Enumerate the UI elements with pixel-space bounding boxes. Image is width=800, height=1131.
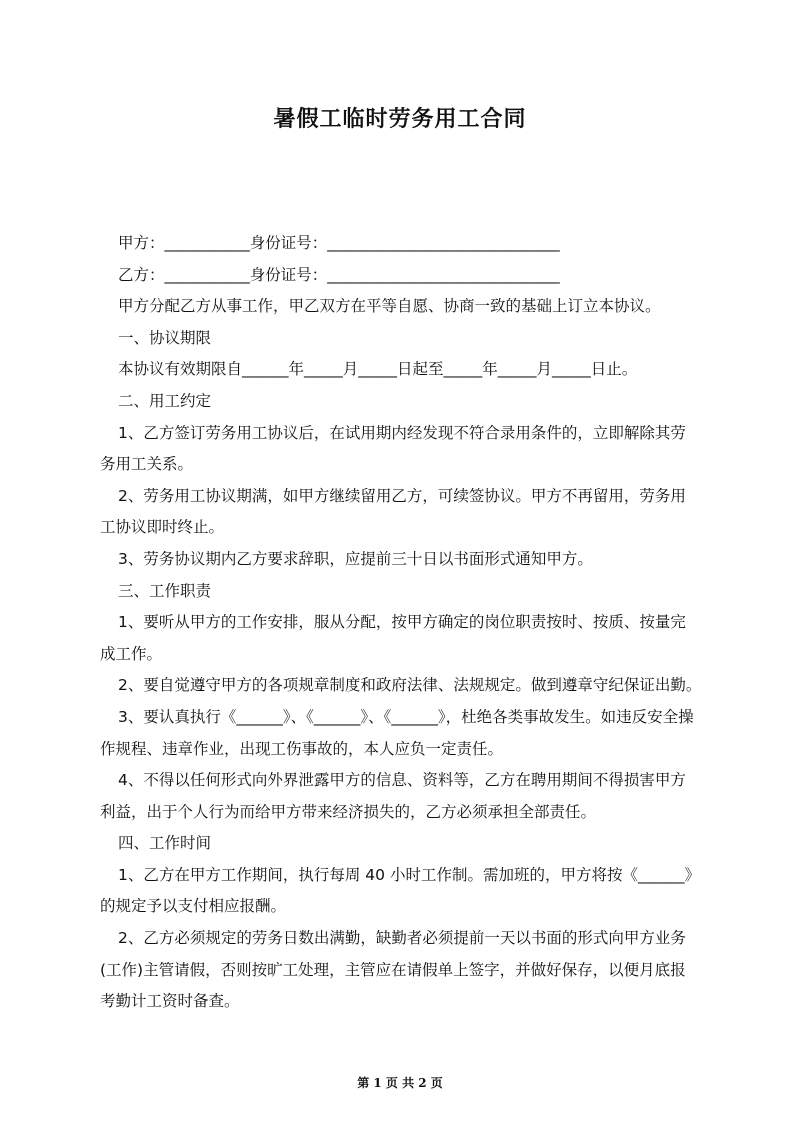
text-line: 的规定予以支付相应报酬。: [100, 897, 287, 916]
text-line: 甲方分配乙方从事工作，甲乙双方在平等自愿、协商一致的基础上订立本协议。: [118, 297, 661, 316]
text-line: 2、要自觉遵守甲方的各项规章制度和政府法律、法规规定。做到遵章守纪保证出勤。: [118, 676, 702, 695]
text-line: 1、要听从甲方的工作安排，服从分配，按甲方确定的岗位职责按时、按质、按量完: [118, 613, 686, 632]
text-line: 本协议有效期限自______年_____月_____日起至_____年_____月_____日止。: [118, 360, 638, 379]
text-line: 2、劳务用工协议期满，如甲方继续留用乙方，可续签协议。甲方不再留用，劳务用: [118, 486, 686, 505]
text-line: 1、乙方签订劳务用工协议后，在试用期内经发现不符合录用条件的，立即解除其劳: [118, 423, 686, 442]
text-line: 3、劳务协议期内乙方要求辞职，应提前三十日以书面形式通知甲方。: [118, 549, 593, 568]
text-line: 考勤计工资时备查。: [100, 992, 240, 1011]
text-line: 4、不得以任何形式向外界泄露甲方的信息、资料等，乙方在聘用期间不得损害甲方: [118, 771, 686, 790]
text-line: 务用工关系。: [100, 455, 194, 474]
text-line: 甲方：___________身份证号：______________________________: [118, 234, 560, 252]
text-line: 乙方：___________身份证号：______________________________: [118, 265, 560, 284]
text-line: 利益，出于个人行为而给甲方带来经济损失的，乙方必须承担全部责任。: [100, 802, 597, 821]
text-line: 三、工作职责: [118, 581, 212, 600]
text-line: 四、工作时间: [118, 834, 212, 853]
page-footer: 第 1 页 共 2 页: [357, 1076, 443, 1090]
document-title: 暑假工临时劳务用工合同: [273, 107, 527, 132]
text-line: 工协议即时终止。: [100, 518, 225, 537]
text-line: 成工作。: [100, 644, 163, 663]
text-line: 2、乙方必须规定的劳务日数出满勤，缺勤者必须提前一天以书面的形式向甲方业务: [118, 929, 686, 948]
document-body: [100, 228, 710, 1018]
text-line: 3、要认真执行《______》、《______》、《______》，杜绝各类事故发生。如违反安全操: [118, 707, 694, 726]
text-line: 二、用工约定: [118, 391, 212, 410]
text-line: 作规程、违章作业，出现工伤事故的，本人应负一定责任。: [100, 739, 504, 758]
text-line: 1、乙方在甲方工作期间，执行每周 40 小时工作制。需加班的，甲方将按《______》: [118, 865, 700, 884]
text-line: 一、协议期限: [118, 328, 212, 347]
text-line: (工作)主管请假，否则按旷工处理，主管应在请假单上签字，并做好保存，以便月底报: [100, 960, 686, 979]
